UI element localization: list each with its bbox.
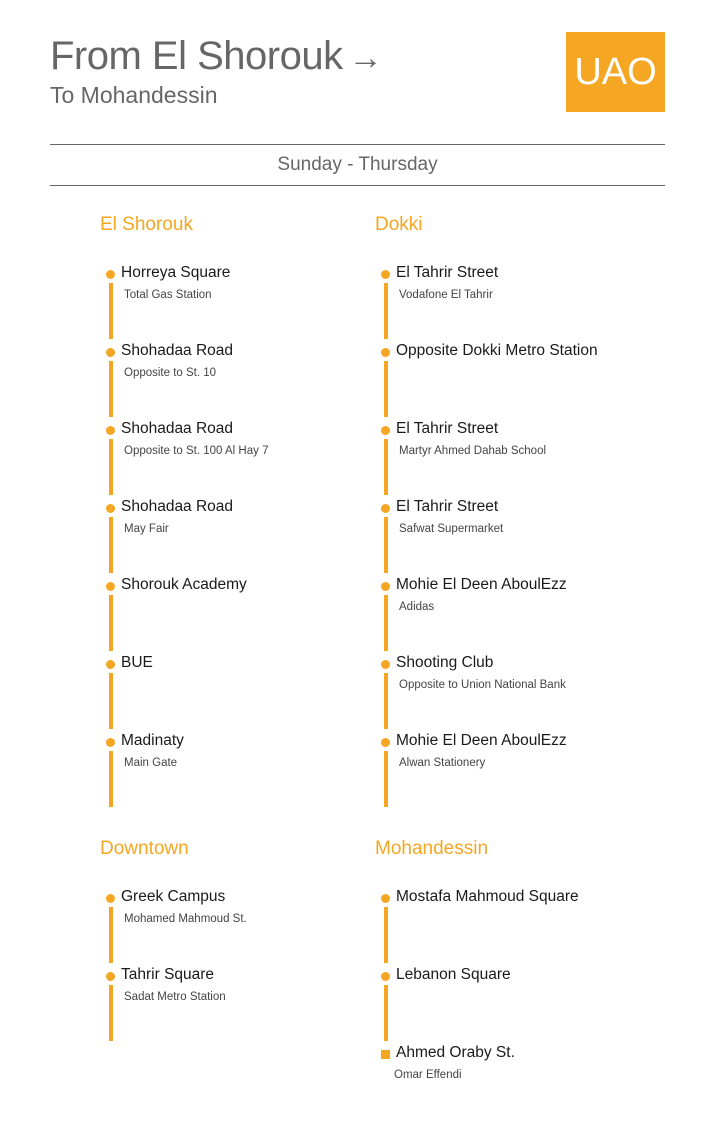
- route-line: [384, 751, 388, 807]
- origin-label: From El Shorouk: [50, 34, 343, 78]
- stop-name: El Tahrir Street: [396, 264, 499, 281]
- route-line: [384, 907, 388, 963]
- route-line: [109, 751, 113, 807]
- stop-item: [100, 731, 375, 809]
- stop-item: [100, 965, 375, 1043]
- stop-item: [100, 341, 375, 419]
- route-destination: To Mohandessin: [50, 82, 218, 108]
- stop-dot-icon: [106, 348, 115, 357]
- route-line: [109, 283, 113, 339]
- stop-dot-icon: [106, 426, 115, 435]
- stop-landmark: Opposite to St. 100 Al Hay 7: [124, 445, 269, 457]
- stop-name: Tahrir Square: [121, 966, 215, 983]
- route-line: [109, 907, 113, 963]
- stop-landmark: Martyr Ahmed Dahab School: [399, 445, 547, 457]
- stop-item: [100, 575, 375, 653]
- stop-dot-icon: [381, 660, 390, 669]
- stop-landmark: Sadat Metro Station: [124, 991, 226, 1003]
- stop-item: [375, 731, 650, 809]
- stop-landmark: Opposite to St. 10: [124, 367, 217, 379]
- stop-dot-icon: [106, 270, 115, 279]
- stop-item: [375, 341, 650, 419]
- route-line: [109, 985, 113, 1041]
- stop-name: Ahmed Oraby St.: [396, 1044, 515, 1061]
- uao-logo: UAO: [566, 32, 665, 112]
- stop-name: Shooting Club: [396, 654, 494, 671]
- section-downtown: [100, 837, 375, 1043]
- stop-item: [375, 497, 650, 575]
- stop-dot-icon: [381, 504, 390, 513]
- stop-landmark: Adidas: [399, 601, 435, 613]
- stop-dot-icon: [381, 270, 390, 279]
- arrow-right-icon: →: [348, 39, 383, 77]
- stop-name: Shohadaa Road: [121, 342, 234, 359]
- stop-dot-icon: [381, 426, 390, 435]
- stop-landmark: May Fair: [124, 523, 169, 535]
- route-line: [109, 595, 113, 651]
- section-el-shorouk: [100, 213, 375, 809]
- stop-item-final: [375, 1043, 650, 1121]
- schedule-days: Sunday - Thursday: [277, 154, 438, 175]
- route-line: [109, 361, 113, 417]
- stop-name: Madinaty: [121, 732, 184, 749]
- stop-dot-icon: [106, 894, 115, 903]
- stop-name: BUE: [121, 654, 153, 671]
- stop-item: [375, 575, 650, 653]
- stop-name: Mohie El Deen AboulEzz: [396, 732, 567, 749]
- stop-name: Opposite Dokki Metro Station: [396, 342, 598, 359]
- stop-name: Horreya Square: [121, 264, 231, 281]
- section-title: El Shorouk: [100, 214, 193, 235]
- section-dokki: [375, 213, 650, 809]
- route-line: [109, 439, 113, 495]
- stop-name: Greek Campus: [121, 888, 226, 905]
- stop-dot-icon: [381, 582, 390, 591]
- section-title: Dokki: [375, 214, 423, 235]
- section-title: Downtown: [100, 838, 189, 859]
- stop-item: [100, 887, 375, 965]
- stop-dot-icon: [381, 348, 390, 357]
- stop-name: El Tahrir Street: [396, 420, 499, 437]
- route-line: [109, 673, 113, 729]
- stop-item: [100, 419, 375, 497]
- route-line: [384, 517, 388, 573]
- stop-name: El Tahrir Street: [396, 498, 499, 515]
- stop-landmark: Opposite to Union National Bank: [399, 679, 566, 691]
- stop-dot-icon: [106, 504, 115, 513]
- stop-name: Shorouk Academy: [121, 576, 247, 593]
- route-origin-title: [50, 34, 382, 80]
- stop-name: Lebanon Square: [396, 966, 511, 983]
- stop-item: [375, 887, 650, 965]
- stop-landmark: Alwan Stationery: [399, 757, 486, 769]
- stop-landmark: Mohamed Mahmoud St.: [124, 913, 247, 925]
- stop-item: [375, 419, 650, 497]
- stop-dot-icon: [106, 660, 115, 669]
- stop-item: [100, 497, 375, 575]
- route-line: [384, 673, 388, 729]
- stop-item: [375, 965, 650, 1043]
- route-line: [384, 283, 388, 339]
- stop-dot-icon: [106, 738, 115, 747]
- stop-landmark: Vodafone El Tahrir: [399, 289, 493, 301]
- stop-name: Shohadaa Road: [121, 420, 234, 437]
- final-stop-square-icon: [381, 1050, 390, 1059]
- stop-item: [100, 263, 375, 341]
- stop-item: [375, 653, 650, 731]
- stop-item: [375, 263, 650, 341]
- stop-landmark: Total Gas Station: [124, 289, 212, 301]
- stop-dot-icon: [106, 582, 115, 591]
- stop-name: Shohadaa Road: [121, 498, 234, 515]
- stop-dot-icon: [381, 972, 390, 981]
- route-line: [384, 985, 388, 1041]
- stop-dot-icon: [381, 738, 390, 747]
- stop-dot-icon: [381, 894, 390, 903]
- stop-item: [100, 653, 375, 731]
- section-mohandessin: [375, 837, 650, 1121]
- stop-name: Mohie El Deen AboulEzz: [396, 576, 567, 593]
- route-line: [384, 361, 388, 417]
- stop-landmark: Safwat Supermarket: [399, 523, 504, 535]
- stop-landmark: Main Gate: [124, 757, 178, 769]
- stop-dot-icon: [106, 972, 115, 981]
- stop-landmark: Omar Effendi: [394, 1069, 462, 1081]
- route-line: [384, 595, 388, 651]
- section-title: Mohandessin: [375, 838, 489, 859]
- schedule-days-bar: [50, 144, 665, 186]
- stop-name: Mostafa Mahmoud Square: [396, 888, 579, 905]
- route-header: [50, 32, 665, 112]
- route-line: [109, 517, 113, 573]
- route-line: [384, 439, 388, 495]
